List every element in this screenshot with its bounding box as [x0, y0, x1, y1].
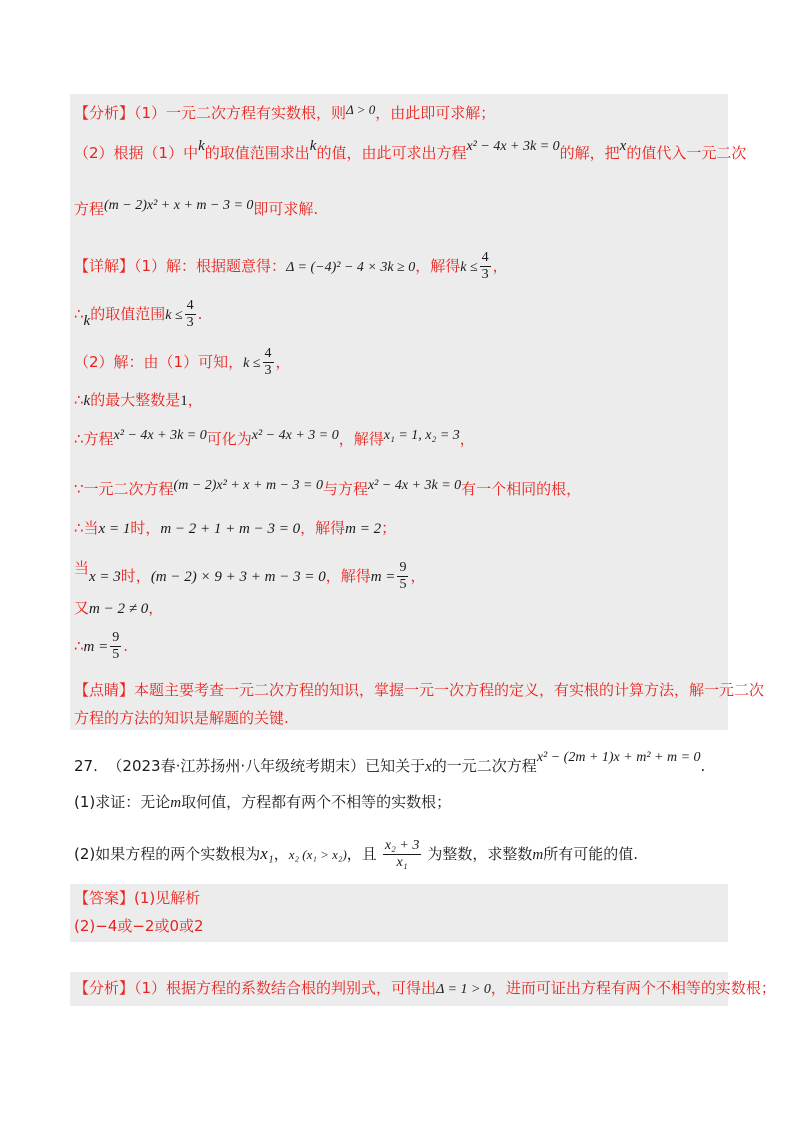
detail-line-4: ∴k的最大整数是1， — [74, 391, 203, 409]
fraction-9-5: $\frac{9}{5}$ — [112, 630, 120, 662]
analysis-tag: 【分析】 — [74, 104, 135, 122]
analysis2-tag: 【分析】 — [74, 979, 135, 997]
comment-line-2: 方程的方法的知识是解题的关键. — [74, 709, 289, 727]
fraction-x2-plus-3-over-x1: $\frac{\text{x₂ + 3}}{\text{x₁}}$ — [384, 838, 420, 870]
detail-line-3: （2）解：由（1）可知，k ≤ $\frac{4}{3}$ ， — [74, 346, 291, 378]
answer-tag: 【答案】 — [74, 889, 135, 907]
analysis-line-1: 【分析】（1）一元二次方程有实数根，则Δ > 0，由此即可求解； — [74, 102, 496, 122]
solution-block-background — [70, 94, 728, 730]
analysis-line-3: 方程(m − 2)x² + x + m − 3 = 0即可求解. — [74, 198, 319, 218]
detail-line-1: 【详解】（1）解：根据题意得：Δ = (−4)² − 4 × 3k ≥ 0，解得k ≤ $\frac{4}{3}$ ， — [74, 250, 508, 282]
detail-line-5: ∴方程x² − 4x + 3k = 0可化为x² − 4x + 3 = 0，解得x₁ = 1, x₂ = 3， — [74, 428, 475, 448]
analysis2-line-1: 【分析】（1）根据方程的系数结合根的判别式，可得出Δ = 1 > 0，进而可证出方程有两个不相等的实数根； — [74, 979, 776, 997]
question-27-part-1: (1)求证：无论m取何值，方程都有两个不相等的实数根； — [74, 793, 452, 811]
answer-line-1: 【答案】(1)见解析 — [74, 889, 201, 907]
comment-tag: 【点睛】 — [74, 681, 135, 699]
comment-line-1: 【点睛】本题主要考查一元二次方程的知识，掌握一元一次方程的定义，有实根的计算方法，解一元二次 — [74, 681, 765, 699]
fraction-9-5: $\frac{9}{5}$ — [399, 560, 407, 592]
detail-line-6: ∵一元二次方程(m − 2)x² + x + m − 3 = 0与方程x² − 4x + 3k = 0有一个相同的根， — [74, 478, 582, 498]
detail-line-8: 当x = 3时，(m − 2) × 9 + 3 + m − 3 = 0，解得m = $\frac{9}{5}$ ， — [74, 559, 426, 592]
detail-line-10: ∴m = $\frac{9}{5}$ . — [74, 630, 129, 662]
detail-line-9: 又m − 2 ≠ 0， — [74, 599, 164, 617]
analysis-line-2: （2）根据（1）中k的取值范围求出k的值，由此可求出方程x² − 4x + 3k = 0的解，把x的值代入一元二次 — [74, 138, 747, 162]
question-27-stem: 27. （2023春·江苏扬州·八年级统考期末）已知关于x的一元二次方程x² − (2m + 1)x + m² + m = 0. — [74, 750, 706, 775]
question-number: 27. — [74, 757, 98, 775]
detail-line-7: ∴当x = 1时，m − 2 + 1 + m − 3 = 0，解得m = 2； — [74, 519, 397, 537]
answer-line-2: (2)−4或−2或0或2 — [74, 917, 204, 935]
fraction-4-3: $\frac{4}{3}$ — [481, 250, 489, 282]
detail-line-2: ∴k的取值范围k ≤ $\frac{4}{3}$ . — [74, 298, 203, 330]
fraction-4-3: $\frac{4}{3}$ — [264, 346, 272, 378]
fraction-4-3: $\frac{4}{3}$ — [186, 298, 194, 330]
question-27-part-2: (2)如果方程的两个实数根为x₁，x₂ (x₁ > x₂)，且 $\frac{\text{x₂ + 3}}{\text{x₁}}$ 为整数，求整数m所有可能的值. — [74, 838, 638, 870]
detail-tag: 【详解】 — [74, 257, 135, 275]
